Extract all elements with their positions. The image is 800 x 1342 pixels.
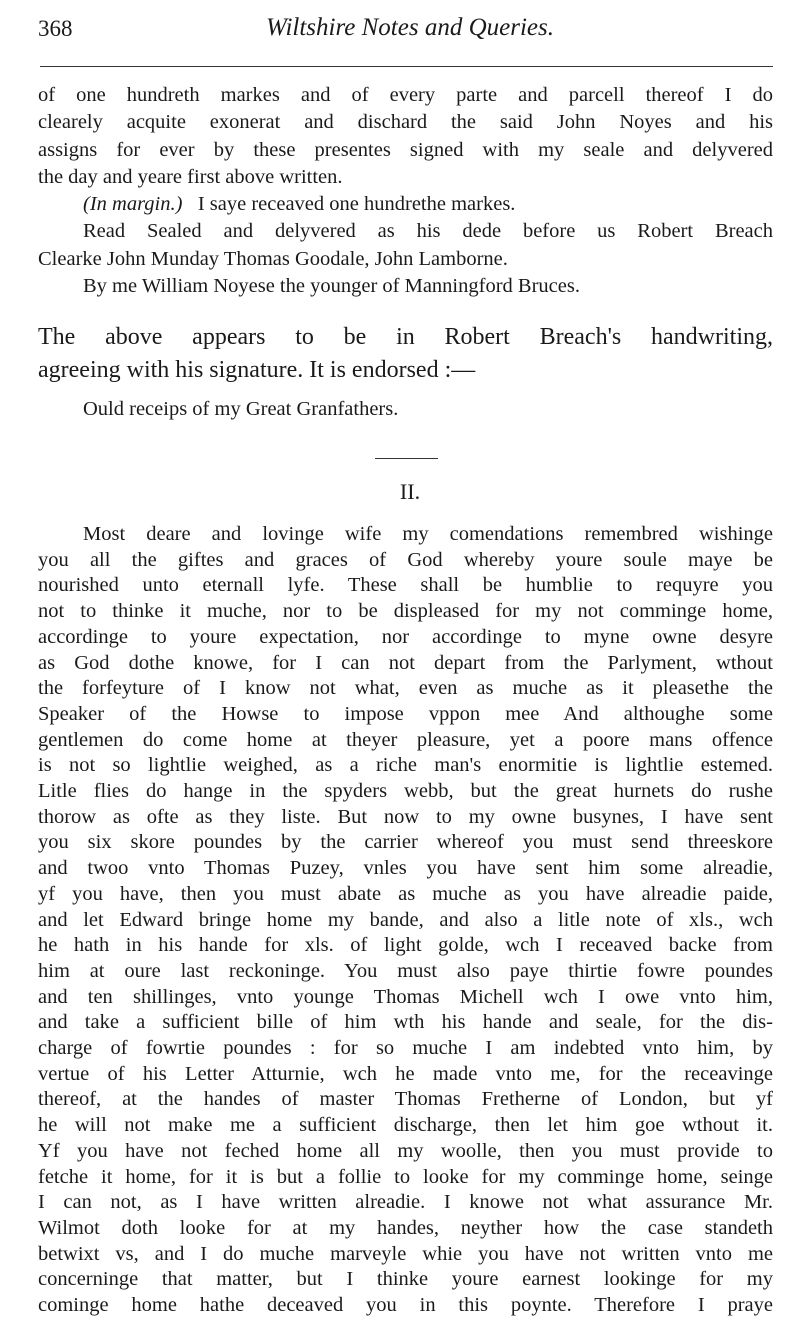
letter-line: and ten shillinges, vnto younge Thomas Michell wch I owe vnto him,: [38, 985, 773, 1008]
letter-line: vertue of his Letter Atturnie, wch he made vnto me, for the receavinge: [38, 1062, 773, 1085]
letter-line: he hath in his hande for xls. of light golde, wch I receaved backe from: [38, 934, 773, 957]
letter-line: charge of fowrtie poundes : for so muche I am indebted vnto him, by: [38, 1037, 773, 1060]
margin-text: I saye receaved one hundrethe markes.: [197, 193, 516, 216]
text-line: Read Sealed and delyvered as his dede before us Robert Breach: [83, 220, 773, 243]
letter-line: not to thinke it muche, nor to be displeased for my not comminge home,: [38, 600, 773, 623]
letter-line: betwixt vs, and I do muche marveyle whie you have not written vnto me: [38, 1242, 773, 1265]
text-line: assigns for ever by these presentes signed with my seale and delyvered: [38, 138, 773, 161]
letter-text: [38, 522, 773, 1319]
receipt-paragraph-1: [38, 82, 773, 191]
letter-line: and let Edward bringe home my bande, and also a litle note of xls., wch: [38, 908, 773, 931]
text-line: Ould receips of my Great Granfathers.: [83, 398, 399, 420]
text-line: agreeing with his signature. It is endorsed :—: [38, 357, 476, 383]
letter-line: the forfeyture of I know not what, even as muche as it pleasethe the: [38, 677, 773, 700]
receipt-text: [38, 82, 773, 300]
receipt-paragraph-3: [38, 218, 773, 273]
header-rule: [40, 66, 773, 67]
margin-note: [38, 191, 773, 218]
letter-line: yf you have, then you must abate as muche as you have alreadie paide,: [38, 882, 773, 905]
text-line: the day and yeare first above written.: [38, 165, 343, 188]
section-title: II.: [399, 479, 421, 504]
letter-line: and take a sufficient bille of him wth his hande and seale, for the dis-: [38, 1011, 773, 1034]
margin-label: (In margin.): [83, 193, 183, 216]
letter-line: him at oure last reckoninge. You must also paye thirtie fowre poundes: [38, 959, 773, 982]
letter-line: thorow as ofte as they liste. But now to my owne busynes, I have sent: [38, 805, 773, 828]
letter-line: cominge home hathe deceaved you in this poynte. Therefore I praye: [38, 1294, 773, 1317]
letter-line: Litle flies do hange in the spyders webb, but the great hurnets do rushe: [38, 780, 773, 803]
letter-line: as God dothe knowe, for I can not depart from the Parlyment, wthout: [38, 651, 773, 674]
letter-line: thereof, at the handes of master Thomas Fretherne of London, but yf: [38, 1088, 773, 1111]
letter-line: is not so lightlie weighed, as a riche man's enormitie is lightlie estemed.: [38, 754, 773, 777]
letter-line: Speaker of the Howse to impose vppon mee And althoughe some: [38, 702, 773, 725]
signature-line: By me William Noyese the younger of Manningford Bruces.: [83, 275, 580, 298]
endorsement: [38, 396, 773, 423]
letter-line: concerninge that matter, but I thinke youre earnest lookinge for my: [38, 1268, 773, 1291]
section-rule: [375, 458, 438, 459]
letter-line: you six skore poundes by the carrier whereof you must send threeskore: [38, 831, 773, 854]
editor-note: [38, 321, 773, 387]
text-line: clearely acquite exonerat and dischard the said John Noyes and his: [38, 111, 773, 134]
page-number: 368: [38, 16, 73, 41]
letter-line: I can not, as I have written alreadie. I knowe not what assurance Mr.: [38, 1191, 773, 1214]
letter-line: gentlemen do come home at theyer pleasure, yet a poore mans offence: [38, 728, 773, 751]
running-title: Wiltshire Notes and Queries.: [266, 14, 554, 41]
letter-line: Yf you have not feched home all my woolle, then you must provide to: [38, 1139, 773, 1162]
letter-line: accordinge to youre expectation, nor accordinge to myne owne desyre: [38, 625, 773, 648]
letter-line: Most deare and lovinge wife my comendations remembred wishinge: [83, 523, 773, 545]
text-line: The above appears to be in Robert Breach's handwriting,: [38, 324, 773, 350]
letter-line: Wilmot doth looke for at my handes, neyther how the case standeth: [38, 1216, 773, 1239]
letter-line: nourished unto eternall lyfe. These shall be humblie to requyre you: [38, 574, 773, 597]
letter-line: and twoo vnto Thomas Puzey, vnles you have sent him some alreadie,: [38, 857, 773, 880]
text-line: of one hundreth markes and of every parte and parcell thereof I do: [38, 84, 773, 106]
letter-line: you all the giftes and graces of God whereby youre soule maye be: [38, 548, 773, 571]
text-line: Clearke John Munday Thomas Goodale, John Lamborne.: [38, 247, 508, 270]
letter-line: he will not make me a sufficient discharge, then let him goe wthout it.: [38, 1114, 773, 1137]
letter-line: fetche it home, for it is but a follie to looke for my comminge home, seinge: [38, 1165, 773, 1188]
